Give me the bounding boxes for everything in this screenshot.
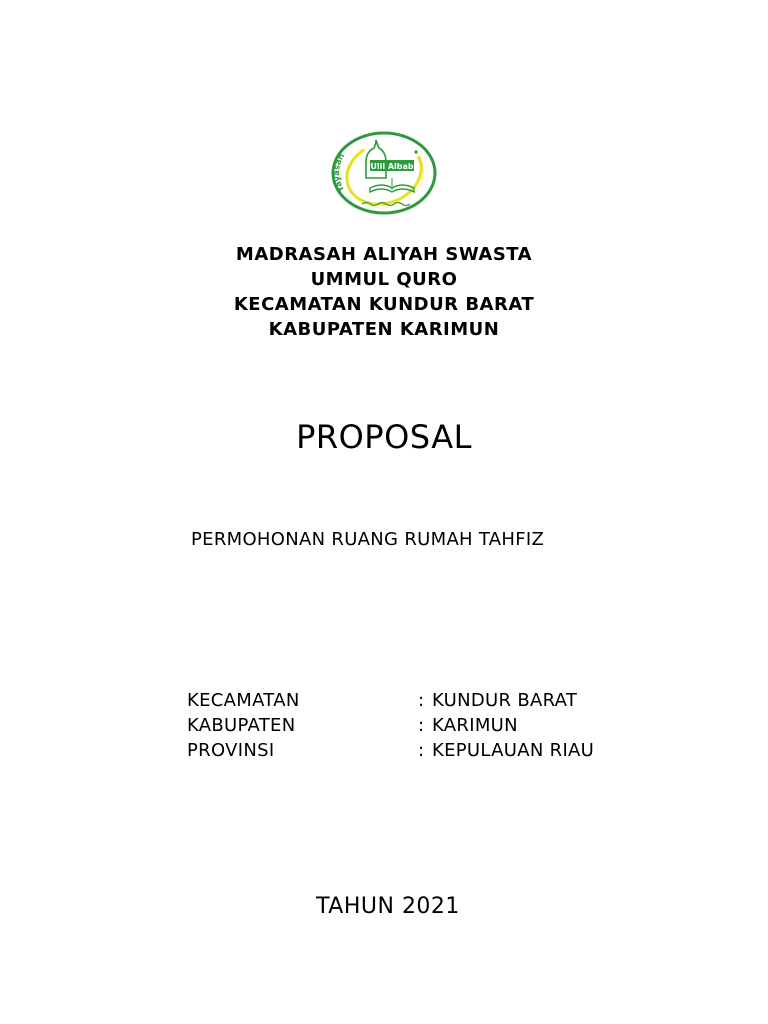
detail-label: PROVINSI <box>187 740 275 761</box>
detail-value: KUNDUR BARAT <box>432 690 578 711</box>
logo-main-text: Ulil Albab <box>370 162 414 171</box>
logo-top-text: Yayasan <box>332 151 347 194</box>
document-subject: PERMOHONAN RUANG RUMAH TAHFIZ <box>191 529 545 550</box>
header-line-district: KECAMATAN KUNDUR BARAT <box>233 294 535 315</box>
header-line-school-name: UMMUL QURO <box>310 269 458 290</box>
document-title: PROPOSAL <box>296 418 472 456</box>
detail-label: KABUPATEN <box>187 715 296 736</box>
detail-value: KEPULAUAN RIAU <box>432 740 595 761</box>
header-line-school-type: MADRASAH ALIYAH SWASTA <box>235 244 533 265</box>
logo-emblem-icon <box>330 130 438 216</box>
header-line-regency: KABUPATEN KARIMUN <box>268 319 500 340</box>
detail-separator: : <box>418 715 425 736</box>
institution-logo <box>330 130 438 216</box>
detail-separator: : <box>418 740 425 761</box>
institution-header <box>0 242 768 342</box>
detail-label: KECAMATAN <box>187 690 300 711</box>
detail-separator: : <box>418 690 425 711</box>
document-year: TAHUN 2021 <box>316 894 460 919</box>
detail-value: KARIMUN <box>432 715 518 736</box>
